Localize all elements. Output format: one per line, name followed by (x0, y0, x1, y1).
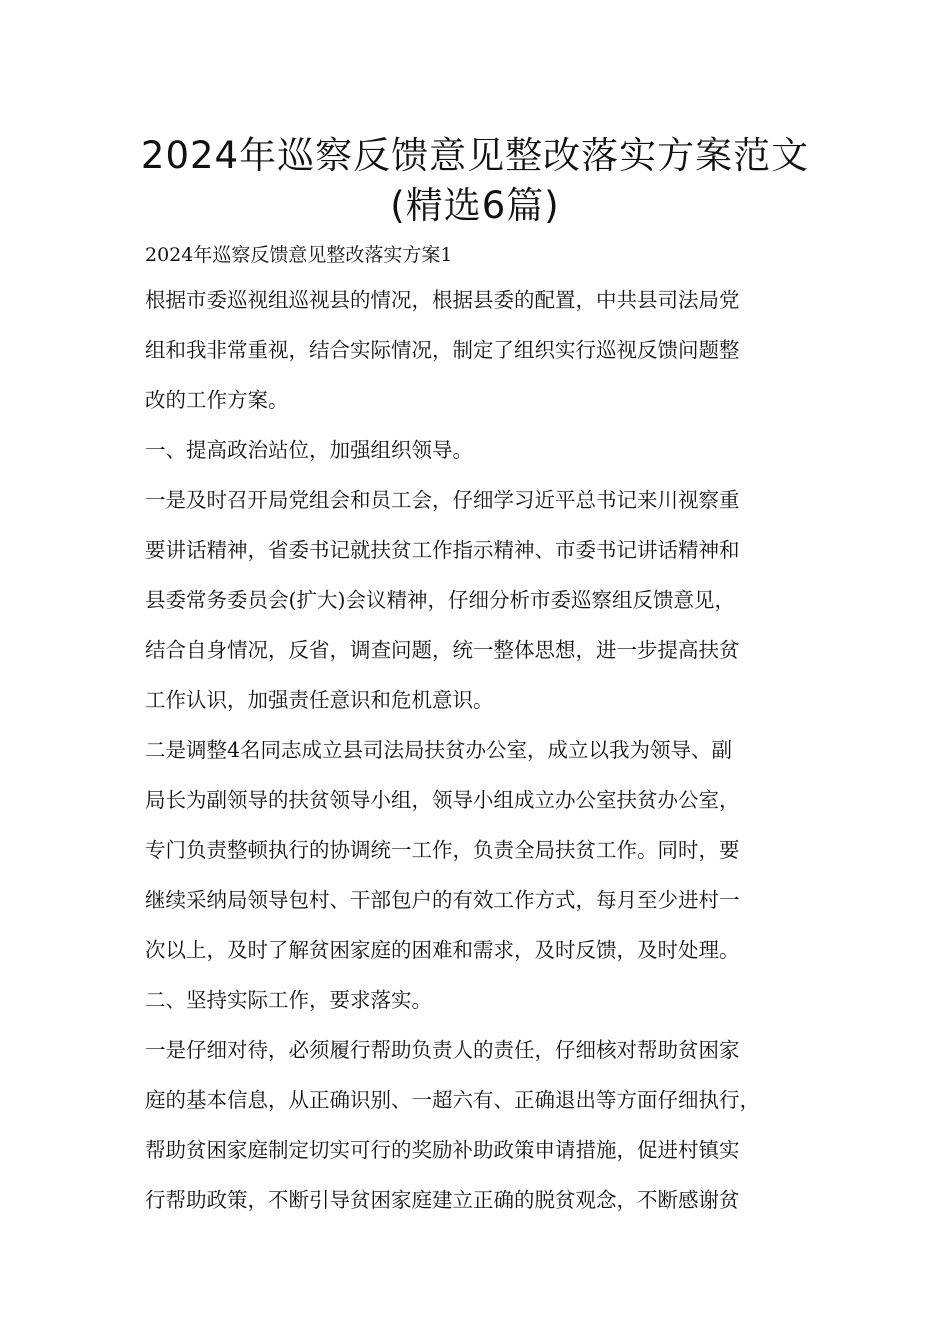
document-title-line-1: 2024年巡察反馈意见整改落实方案范文 (140, 134, 810, 177)
section-heading: 2024年巡察反馈意见整改落实方案1 (145, 244, 453, 266)
text-line: 行帮助政策，不断引导贫困家庭建立正确的脱贫观念，不断感谢贫 (145, 1188, 740, 1212)
text-line: 次以上，及时了解贫困家庭的困难和需求，及时反馈，及时处理。 (145, 938, 740, 962)
heading-line: 一、提高政治站位，加强组织领导。 (145, 438, 473, 462)
text-line: 根据市委巡视组巡视县的情况，根据县委的配置，中共县司法局党 (145, 288, 740, 312)
text-line: 要讲话精神，省委书记就扶贫工作指示精神、市委书记讲话精神和 (145, 538, 740, 562)
text-line: 二是调整4名同志成立县司法局扶贫办公室，成立以我为领导、副 (145, 738, 733, 762)
text-line: 继续采纳局领导包村、干部包户的有效工作方式，每月至少进村一 (145, 888, 740, 912)
text-line: 专门负责整顿执行的协调统一工作，负责全局扶贫工作。同时，要 (145, 838, 740, 862)
text-line: 工作认识，加强责任意识和危机意识。 (145, 688, 494, 712)
text-line: 组和我非常重视，结合实际情况，制定了组织实行巡视反馈问题整 (145, 338, 740, 362)
text-line: 庭的基本信息，从正确识别、一超六有、正确退出等方面仔细执行， (145, 1088, 760, 1112)
heading-line: 二、坚持实际工作，要求落实。 (145, 988, 432, 1012)
text-line: 帮助贫困家庭制定切实可行的奖励补助政策申请措施，促进村镇实 (145, 1138, 740, 1162)
text-line: 改的工作方案。 (145, 388, 289, 412)
text-line: 局长为副领导的扶贫领导小组，领导小组成立办公室扶贫办公室， (145, 788, 740, 812)
text-line: 县委常务委员会(扩大)会议精神，仔细分析市委巡察组反馈意见， (145, 588, 735, 612)
text-line: 一是仔细对待，必须履行帮助负责人的责任，仔细核对帮助贫困家 (145, 1038, 740, 1062)
text-line: 结合自身情况，反省，调查问题，统一整体思想，进一步提高扶贫 (145, 638, 740, 662)
document-title-line-2: (精选6篇) (390, 184, 560, 227)
text-line: 一是及时召开局党组会和员工会，仔细学习近平总书记来川视察重 (145, 488, 740, 512)
